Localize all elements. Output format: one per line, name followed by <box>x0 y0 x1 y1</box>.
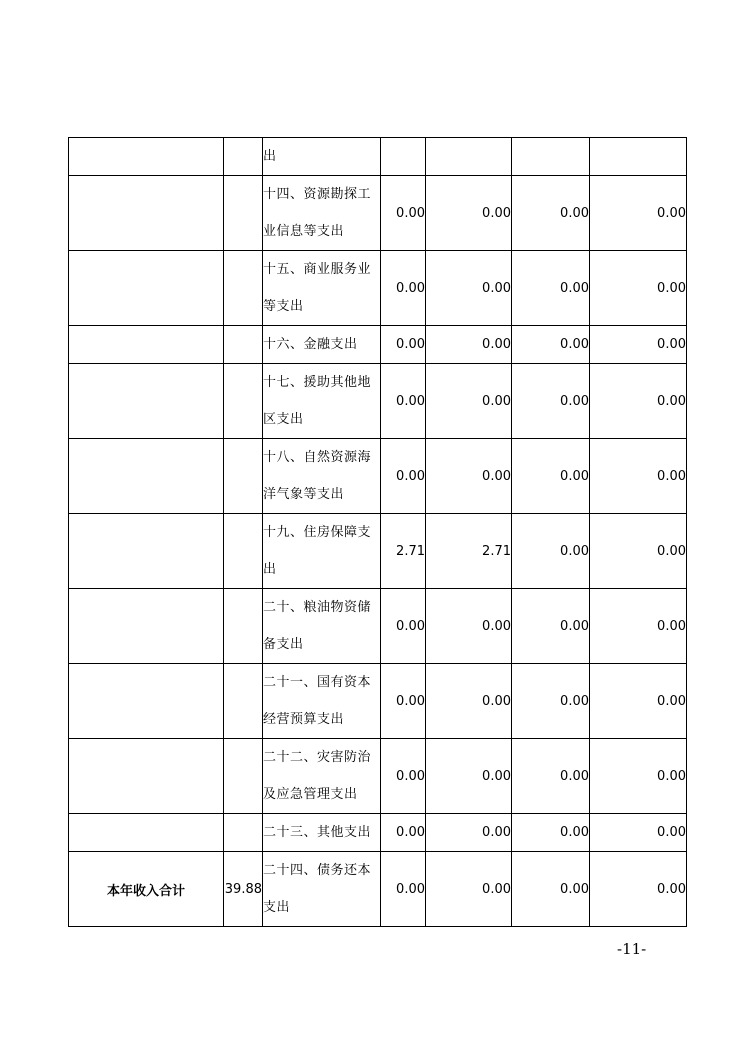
value-cell-fund <box>512 138 590 176</box>
value-cell-total <box>381 138 426 176</box>
value-cell-general: 2.71 <box>426 514 512 589</box>
value-cell-fund: 0.00 <box>512 589 590 664</box>
budget-table <box>68 137 687 927</box>
value-cell-total: 0.00 <box>381 176 426 251</box>
expense-item-cell: 十四、资源勘探工业信息等支出 <box>263 176 381 251</box>
income-amount-cell <box>224 439 263 514</box>
income-label-cell <box>69 364 224 439</box>
value-cell-general: 0.00 <box>426 364 512 439</box>
income-label-cell <box>69 664 224 739</box>
value-cell-other <box>590 138 687 176</box>
value-cell-other: 0.00 <box>590 326 687 364</box>
value-cell-other: 0.00 <box>590 852 687 927</box>
value-cell-other: 0.00 <box>590 814 687 852</box>
value-cell-other: 0.00 <box>590 364 687 439</box>
value-cell-other: 0.00 <box>590 739 687 814</box>
table-row <box>69 364 687 439</box>
value-cell-total: 0.00 <box>381 664 426 739</box>
table-row <box>69 814 687 852</box>
value-cell-total: 0.00 <box>381 439 426 514</box>
income-label-cell <box>69 326 224 364</box>
value-cell-general: 0.00 <box>426 326 512 364</box>
value-cell-fund: 0.00 <box>512 176 590 251</box>
expense-item-cell: 二十四、债务还本支出 <box>263 852 381 927</box>
value-cell-total: 0.00 <box>381 852 426 927</box>
income-label-cell <box>69 176 224 251</box>
expense-item-cell: 二十、粮油物资储备支出 <box>263 589 381 664</box>
value-cell-general <box>426 138 512 176</box>
income-label-cell <box>69 739 224 814</box>
value-cell-fund: 0.00 <box>512 439 590 514</box>
income-amount-cell <box>224 176 263 251</box>
income-label-cell <box>69 439 224 514</box>
expense-item-cell: 二十一、国有资本经营预算支出 <box>263 664 381 739</box>
table-row <box>69 589 687 664</box>
income-amount-cell <box>224 138 263 176</box>
expense-item-cell: 十九、住房保障支出 <box>263 514 381 589</box>
expense-item-cell: 十六、金融支出 <box>263 326 381 364</box>
income-label-cell <box>69 514 224 589</box>
value-cell-general: 0.00 <box>426 251 512 326</box>
value-cell-fund: 0.00 <box>512 814 590 852</box>
value-cell-total: 0.00 <box>381 739 426 814</box>
value-cell-general: 0.00 <box>426 739 512 814</box>
income-amount-cell <box>224 514 263 589</box>
value-cell-other: 0.00 <box>590 514 687 589</box>
value-cell-other: 0.00 <box>590 664 687 739</box>
value-cell-total: 0.00 <box>381 251 426 326</box>
expense-item-cell: 出 <box>263 138 381 176</box>
table-row <box>69 664 687 739</box>
value-cell-other: 0.00 <box>590 251 687 326</box>
income-label-cell <box>69 251 224 326</box>
annual-income-total-amount: 39.88 <box>224 852 263 927</box>
value-cell-other: 0.00 <box>590 589 687 664</box>
page-number: -11- <box>617 940 647 958</box>
value-cell-fund: 0.00 <box>512 251 590 326</box>
value-cell-total: 0.00 <box>381 589 426 664</box>
value-cell-fund: 0.00 <box>512 514 590 589</box>
income-amount-cell <box>224 251 263 326</box>
value-cell-fund: 0.00 <box>512 664 590 739</box>
table-row <box>69 739 687 814</box>
table-row <box>69 439 687 514</box>
income-amount-cell <box>224 739 263 814</box>
value-cell-total: 0.00 <box>381 814 426 852</box>
value-cell-general: 0.00 <box>426 589 512 664</box>
total-row <box>69 852 687 927</box>
value-cell-fund: 0.00 <box>512 326 590 364</box>
expense-item-cell: 十八、自然资源海洋气象等支出 <box>263 439 381 514</box>
income-amount-cell <box>224 814 263 852</box>
income-label-cell <box>69 589 224 664</box>
income-amount-cell <box>224 326 263 364</box>
income-amount-cell <box>224 589 263 664</box>
value-cell-fund: 0.00 <box>512 852 590 927</box>
value-cell-fund: 0.00 <box>512 739 590 814</box>
income-amount-cell <box>224 664 263 739</box>
table-row <box>69 514 687 589</box>
table-row <box>69 138 687 176</box>
value-cell-total: 0.00 <box>381 326 426 364</box>
expense-item-cell: 二十三、其他支出 <box>263 814 381 852</box>
value-cell-fund: 0.00 <box>512 364 590 439</box>
value-cell-other: 0.00 <box>590 176 687 251</box>
expense-item-cell: 二十二、灾害防治及应急管理支出 <box>263 739 381 814</box>
value-cell-general: 0.00 <box>426 664 512 739</box>
expense-item-cell: 十七、援助其他地区支出 <box>263 364 381 439</box>
expense-item-cell: 十五、商业服务业等支出 <box>263 251 381 326</box>
value-cell-general: 0.00 <box>426 852 512 927</box>
value-cell-general: 0.00 <box>426 439 512 514</box>
table-row <box>69 176 687 251</box>
annual-income-total-label: 本年收入合计 <box>69 852 224 927</box>
value-cell-total: 0.00 <box>381 364 426 439</box>
income-label-cell <box>69 814 224 852</box>
income-label-cell <box>69 138 224 176</box>
value-cell-total: 2.71 <box>381 514 426 589</box>
table-row <box>69 326 687 364</box>
table-row <box>69 251 687 326</box>
income-amount-cell <box>224 364 263 439</box>
value-cell-general: 0.00 <box>426 176 512 251</box>
value-cell-other: 0.00 <box>590 439 687 514</box>
value-cell-general: 0.00 <box>426 814 512 852</box>
